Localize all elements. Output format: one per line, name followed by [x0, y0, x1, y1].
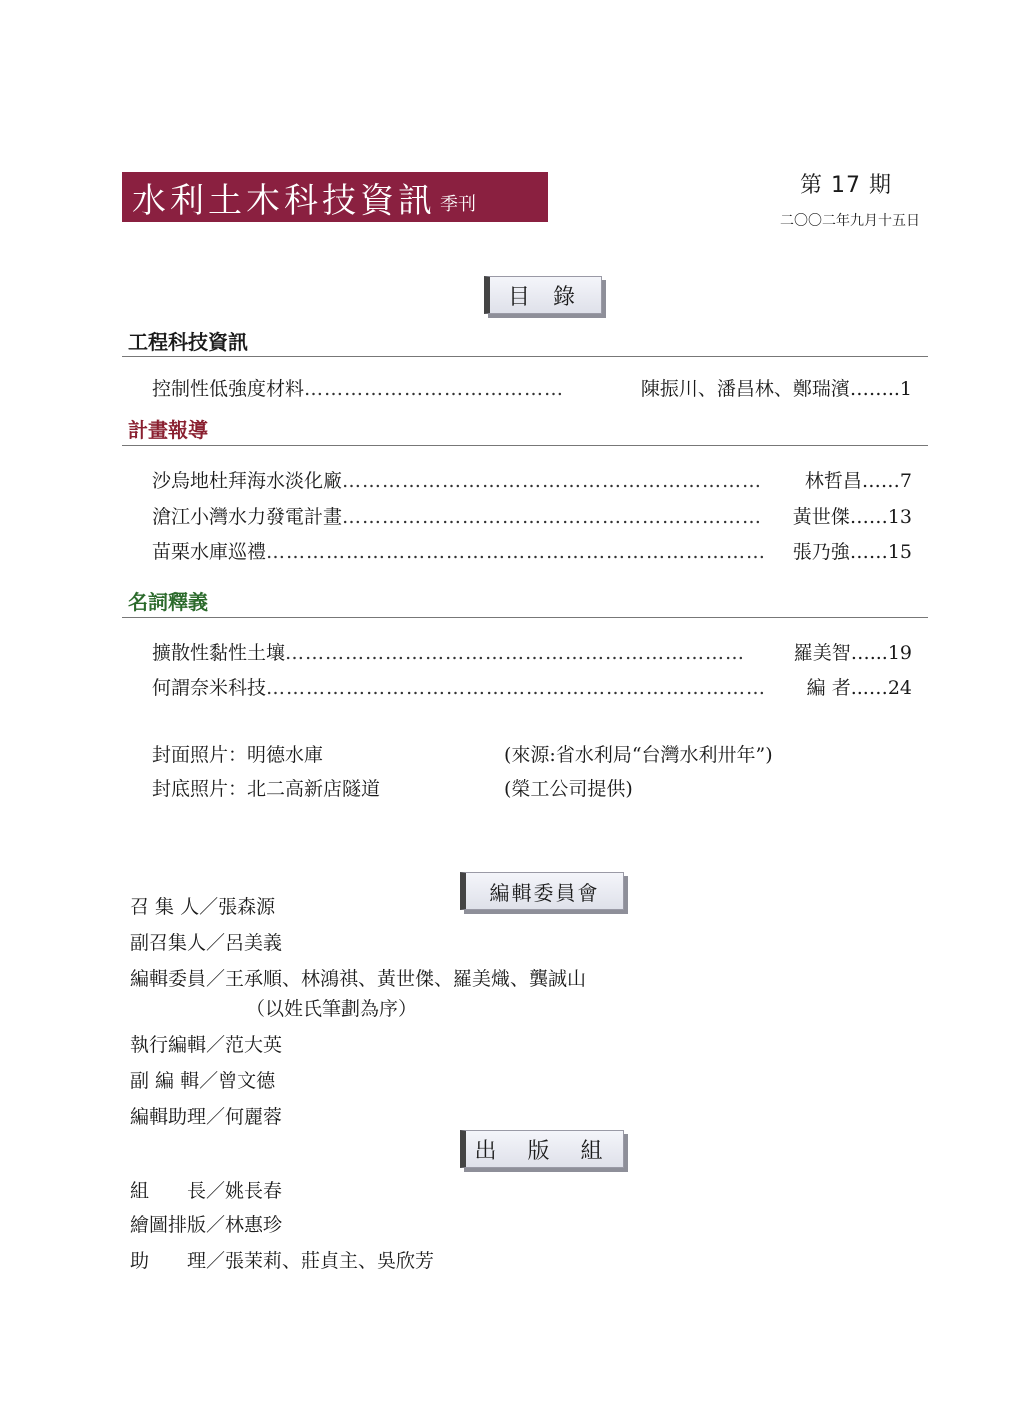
staff-role: 編輯助理／	[130, 1106, 226, 1128]
staff-row	[130, 928, 282, 955]
cover-photo-credit	[152, 740, 773, 767]
toc-entry-leader: …………………………………………………………………	[266, 541, 767, 563]
toc-entry[interactable]	[152, 374, 912, 401]
toc-entry[interactable]	[152, 502, 912, 529]
toc-entry-title: 何謂奈米科技	[152, 677, 267, 699]
staff-names: 曾文德	[218, 1070, 276, 1092]
staff-role: 副召集人／	[130, 932, 226, 954]
toc-entry[interactable]	[152, 673, 912, 700]
toc-entry-title: 控制性低強度材料	[152, 378, 305, 400]
toc-entry-page: ……7	[861, 470, 912, 492]
toc-entry-page: …...19	[850, 642, 912, 664]
toc-entry-leader: ………………………………………………………	[342, 506, 763, 528]
staff-role: 召 集 人／	[130, 896, 219, 918]
toc-entry-page: ……..1	[849, 378, 912, 400]
staff-names: 張森源	[218, 896, 276, 918]
photo-label: 封面照片：明德水庫	[152, 744, 324, 766]
staff-role: 編輯委員／	[130, 968, 226, 990]
photo-label: 封底照片：北二高新店隧道	[152, 778, 381, 800]
toc-entry-author: 張乃強	[792, 541, 850, 563]
toc-entry-leader: …………………………………	[304, 378, 565, 400]
staff-role: 副 編 輯／	[130, 1070, 219, 1092]
toc-entry-author: 陳振川、潘昌林、鄭瑞濱	[640, 378, 850, 400]
toc-entry-page: ……15	[849, 541, 912, 563]
staff-row	[130, 1176, 282, 1203]
staff-names: 張茉莉、莊貞主、吳欣芳	[225, 1250, 435, 1272]
staff-row	[130, 892, 275, 919]
toc-title: 目 錄	[484, 276, 602, 314]
toc-entry-title: 沙烏地杜拜海水淡化廠	[152, 470, 343, 492]
journal-subtitle: 季刊	[440, 194, 476, 215]
toc-entry-author: 編 者	[806, 677, 851, 699]
staff-row	[130, 1102, 282, 1129]
toc-entry-page: ……13	[849, 506, 912, 528]
toc-entry-author: 羅美智	[793, 642, 851, 664]
section-divider	[122, 445, 928, 446]
committee-title: 編輯委員會	[460, 872, 624, 910]
back-photo-credit	[152, 774, 633, 801]
staff-names: 何麗蓉	[225, 1106, 283, 1128]
toc-entry-leader: ……………………………………………………………	[285, 642, 746, 664]
toc-entry-author: 林哲昌	[804, 470, 862, 492]
photo-source: (來源:省水利局“台灣水利卅年”)	[504, 744, 773, 766]
issue-number: 第 17 期	[800, 173, 892, 198]
staff-names: 王承順、林鴻祺、黃世傑、羅美熾、龔誠山	[225, 968, 587, 990]
toc-entry[interactable]	[152, 466, 912, 493]
staff-row	[130, 1210, 282, 1237]
staff-role: 助 理／	[130, 1250, 226, 1272]
staff-row	[130, 964, 586, 991]
toc-entry-title: 苗栗水庫巡禮	[152, 541, 267, 563]
staff-row	[130, 1246, 434, 1273]
staff-row	[130, 1066, 275, 1093]
section-divider	[122, 617, 928, 618]
issue-date: 二〇〇二年九月十五日	[780, 213, 920, 229]
staff-names: 呂美義	[225, 932, 283, 954]
photo-source: (榮工公司提供)	[504, 778, 633, 800]
masthead-banner	[122, 172, 548, 222]
staff-row	[130, 1030, 282, 1057]
publishing-title: 出 版 組	[460, 1130, 624, 1168]
journal-title: 水利土木科技資訊	[132, 180, 436, 221]
toc-entry-author: 黃世傑	[792, 506, 850, 528]
section-heading-projects: 計畫報導	[128, 418, 208, 442]
staff-role: 組 長／	[130, 1180, 226, 1202]
toc-entry[interactable]	[152, 537, 912, 564]
staff-role: 執行編輯／	[130, 1034, 226, 1056]
section-heading-glossary: 名詞釋義	[128, 590, 208, 614]
toc-entry-title: 滄江小灣水力發電計畫	[152, 506, 343, 528]
staff-names: 范大英	[225, 1034, 283, 1056]
staff-names: 林惠珍	[225, 1214, 283, 1236]
toc-entry-title: 擴散性黏性土壤	[152, 642, 286, 664]
toc-entry[interactable]	[152, 638, 912, 665]
ordering-note: （以姓氏筆劃為序）	[246, 998, 418, 1020]
staff-role: 繪圖排版／	[130, 1214, 226, 1236]
toc-entry-leader: ………………………………………………………	[342, 470, 763, 492]
section-divider	[122, 356, 928, 357]
section-heading-engineering: 工程科技資訊	[128, 330, 248, 354]
toc-entry-page: ...…24	[850, 677, 912, 699]
toc-entry-leader: …………………………………………………………………	[266, 677, 767, 699]
staff-names: 姚長春	[225, 1180, 283, 1202]
